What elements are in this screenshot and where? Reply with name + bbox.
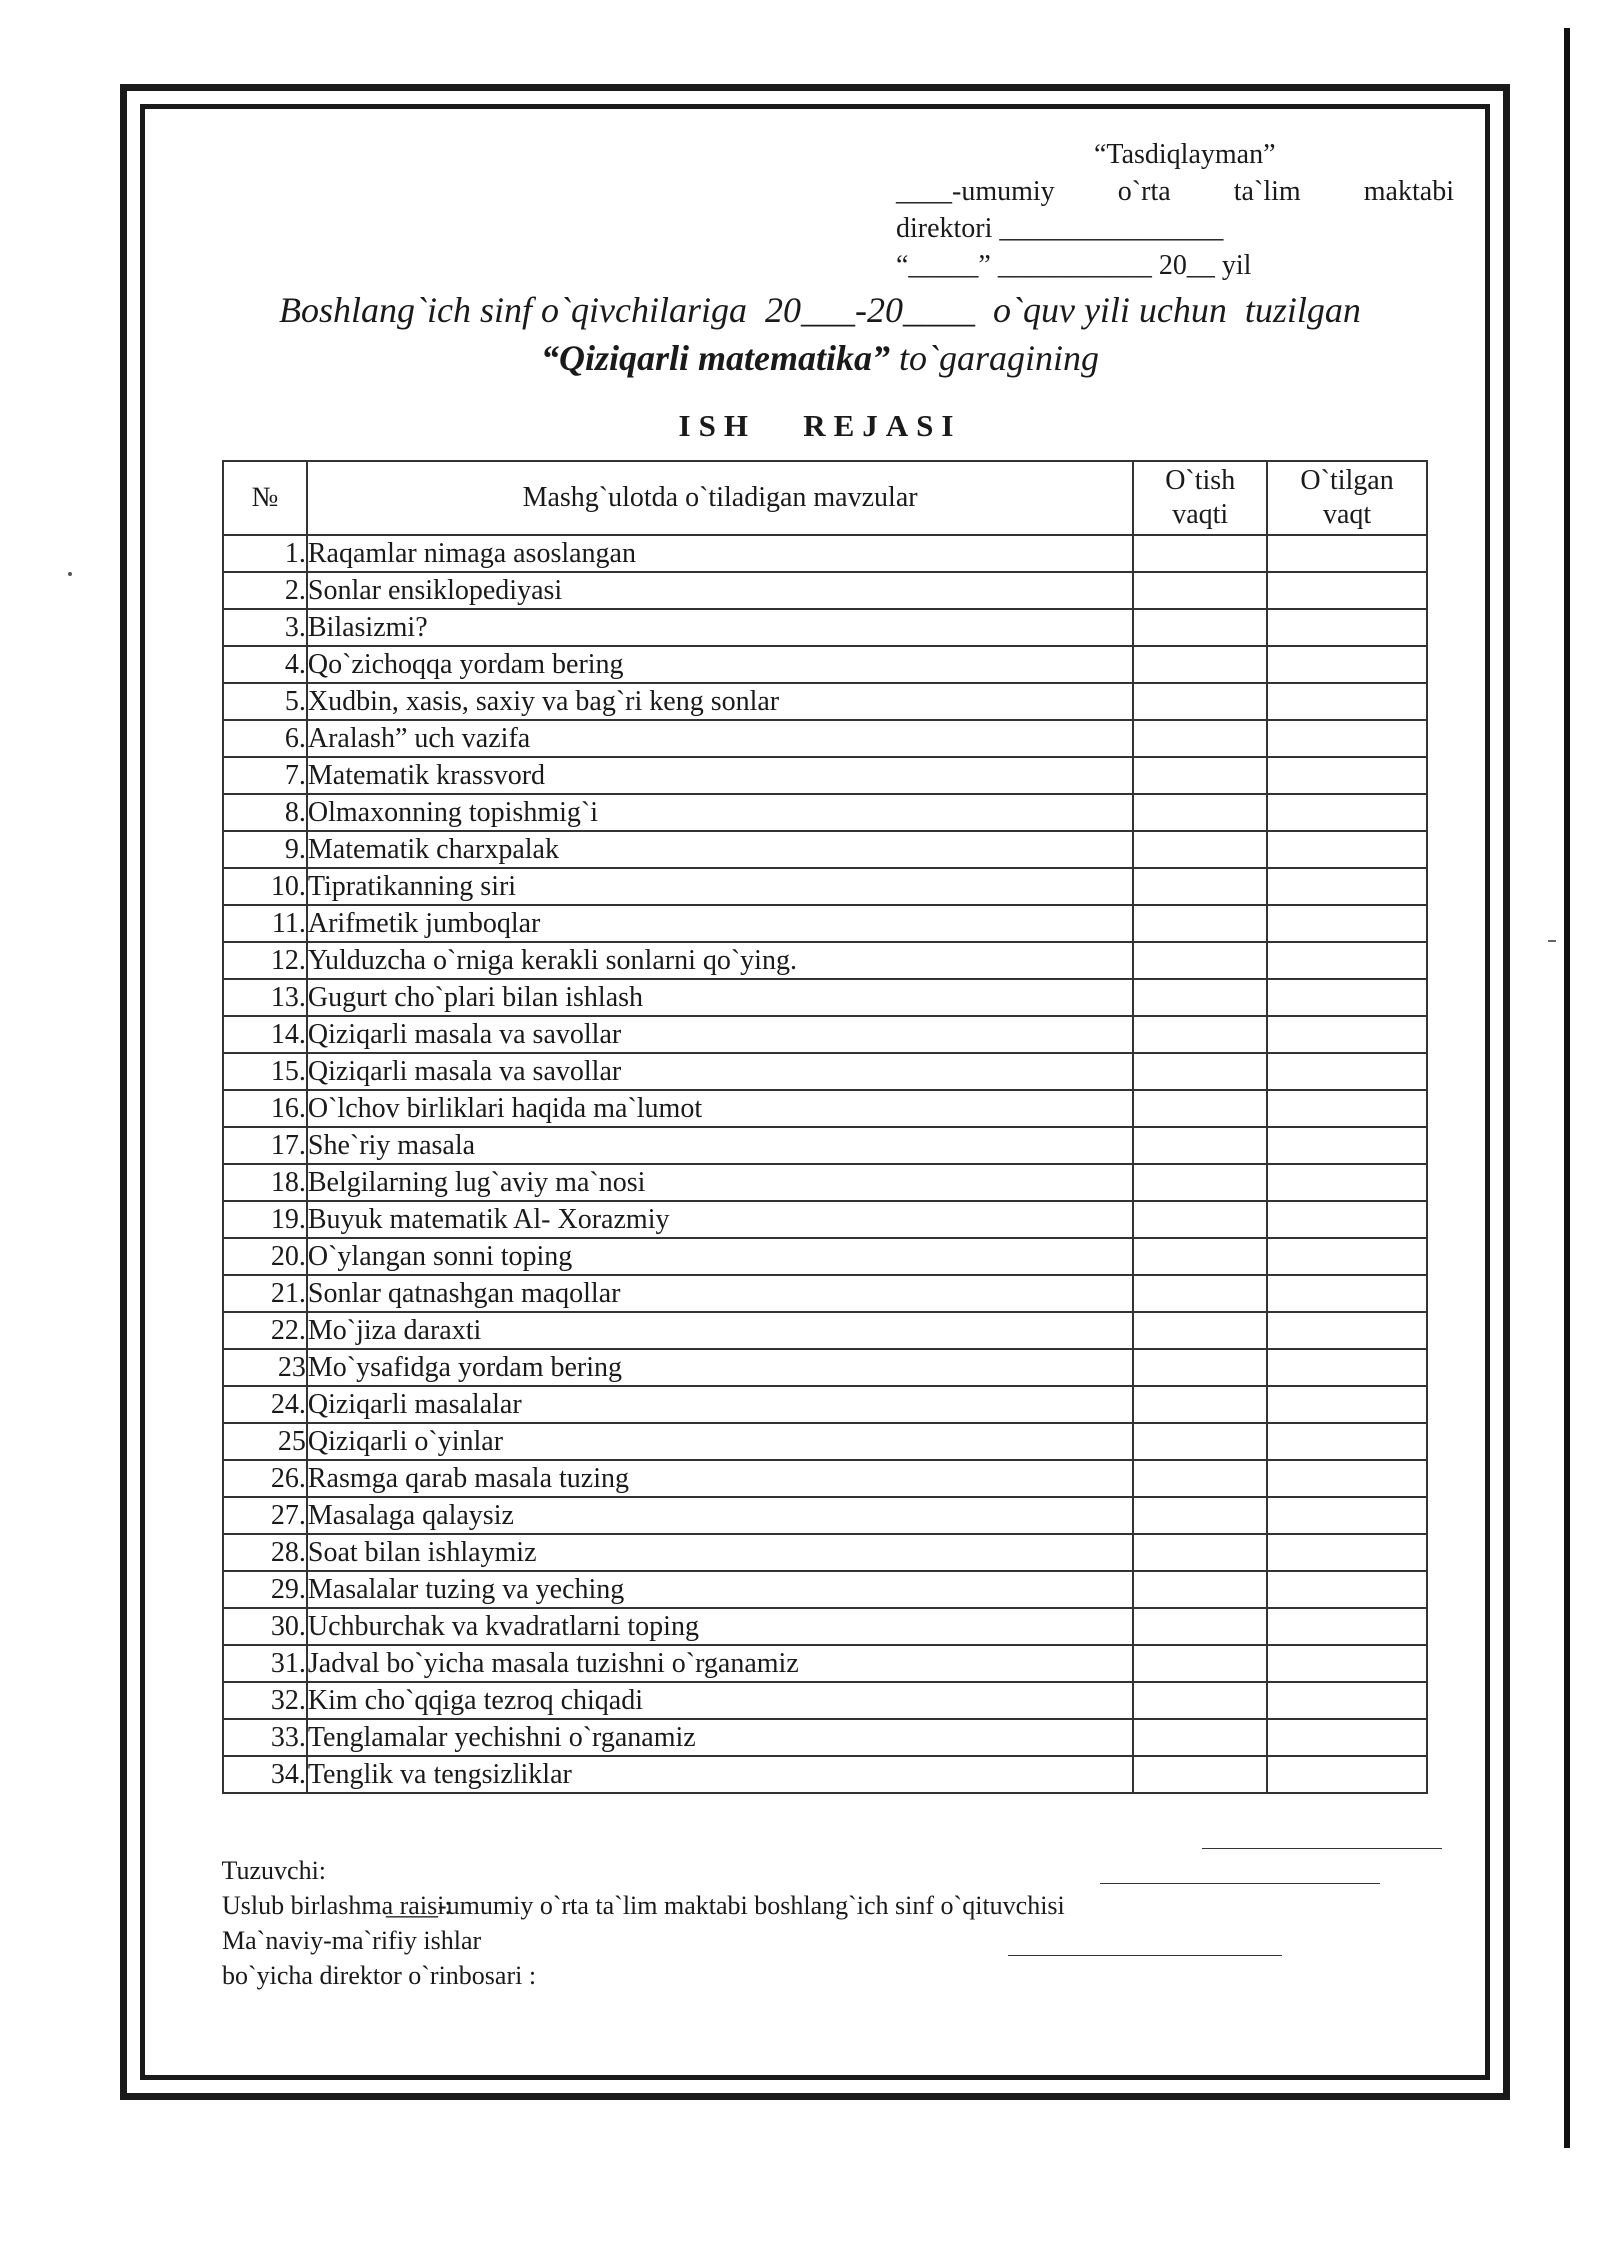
- row-completed-time: [1267, 1386, 1427, 1423]
- row-planned-time: [1133, 1238, 1267, 1275]
- approval-title: “Tasdiqlayman”: [1094, 139, 1276, 170]
- row-completed-time: [1267, 1460, 1427, 1497]
- row-completed-time: [1267, 942, 1427, 979]
- row-completed-time: [1267, 1016, 1427, 1053]
- row-topic: Qiziqarli masala va savollar: [307, 1053, 1133, 1090]
- row-topic: Tipratikanning siri: [307, 868, 1133, 905]
- row-completed-time: [1267, 1238, 1427, 1275]
- row-topic: Aralash” uch vazifa: [307, 720, 1133, 757]
- row-completed-time: [1267, 1534, 1427, 1571]
- row-topic: Belgilarning lug`aviy ma`nosi: [307, 1164, 1133, 1201]
- table-row: [223, 1312, 1427, 1349]
- row-completed-time: [1267, 1645, 1427, 1682]
- row-number: 25: [223, 1423, 307, 1460]
- table-row: [223, 1534, 1427, 1571]
- heading-line-2: [180, 334, 1460, 382]
- row-topic: Masalaga qalaysiz: [307, 1497, 1133, 1534]
- table-row: [223, 1127, 1427, 1164]
- row-planned-time: [1133, 609, 1267, 646]
- deputy-label-line-2: bo`yicha direktor o`rinbosari :: [222, 1961, 537, 1990]
- row-number: 9.: [223, 831, 307, 868]
- header-planned-time: [1133, 461, 1267, 535]
- row-planned-time: [1133, 1201, 1267, 1238]
- table-row: [223, 683, 1427, 720]
- scan-edge-bar: [1564, 28, 1570, 2148]
- approval-school-word: o`rta: [1117, 176, 1171, 207]
- row-topic: O`ylangan sonni toping: [307, 1238, 1133, 1275]
- row-completed-time: [1267, 1349, 1427, 1386]
- row-planned-time: [1133, 1275, 1267, 1312]
- row-planned-time: [1133, 1016, 1267, 1053]
- table-row: [223, 1571, 1427, 1608]
- table-row: [223, 1053, 1427, 1090]
- row-topic: Tenglik va tengsizliklar: [307, 1756, 1133, 1793]
- table-row: [223, 609, 1427, 646]
- row-topic: Sonlar ensiklopediyasi: [307, 572, 1133, 609]
- header-number: №: [223, 461, 307, 535]
- row-planned-time: [1133, 1534, 1267, 1571]
- table-row: [223, 1238, 1427, 1275]
- row-number: 26.: [223, 1460, 307, 1497]
- deputy-row-2: [196, 1923, 1446, 1990]
- row-number: 28.: [223, 1534, 307, 1571]
- row-completed-time: [1267, 905, 1427, 942]
- row-topic: Mo`ysafidga yordam bering: [307, 1349, 1133, 1386]
- scan-speck: [68, 572, 72, 576]
- row-topic: Arifmetik jumboqlar: [307, 905, 1133, 942]
- table-row: [223, 905, 1427, 942]
- row-planned-time: [1133, 572, 1267, 609]
- row-number: 23: [223, 1349, 307, 1386]
- row-planned-time: [1133, 1608, 1267, 1645]
- row-number: 1.: [223, 535, 307, 572]
- approval-school-word: maktabi: [1363, 176, 1454, 207]
- row-topic: Raqamlar nimaga asoslangan: [307, 535, 1133, 572]
- heading-line-1: Boshlang`ich sinf o`qivchilariga 20___-20____ o`quv yili uchun tuzilgan: [279, 290, 1361, 330]
- row-planned-time: [1133, 794, 1267, 831]
- row-planned-time: [1133, 757, 1267, 794]
- row-planned-time: [1133, 979, 1267, 1016]
- row-topic: Qiziqarli masala va savollar: [307, 1016, 1133, 1053]
- row-topic: Bilasizmi?: [307, 609, 1133, 646]
- row-planned-time: [1133, 1312, 1267, 1349]
- table-row: [223, 979, 1427, 1016]
- row-completed-time: [1267, 831, 1427, 868]
- row-topic: Kim cho`qqiga tezroq chiqadi: [307, 1682, 1133, 1719]
- row-planned-time: [1133, 1349, 1267, 1386]
- row-completed-time: [1267, 1682, 1427, 1719]
- row-number: 20.: [223, 1238, 307, 1275]
- table-row: [223, 1423, 1427, 1460]
- row-planned-time: [1133, 1460, 1267, 1497]
- row-completed-time: [1267, 1719, 1427, 1756]
- row-topic: Matematik krassvord: [307, 757, 1133, 794]
- row-completed-time: [1267, 720, 1427, 757]
- row-completed-time: [1267, 1312, 1427, 1349]
- row-planned-time: [1133, 1571, 1267, 1608]
- header-completed-time: [1267, 461, 1427, 535]
- row-planned-time: [1133, 1423, 1267, 1460]
- row-planned-time: [1133, 1386, 1267, 1423]
- row-number: 12.: [223, 942, 307, 979]
- row-planned-time: [1133, 1719, 1267, 1756]
- row-planned-time: [1133, 1127, 1267, 1164]
- table-row: [223, 1756, 1427, 1793]
- row-topic: Buyuk matematik Al- Xorazmiy: [307, 1201, 1133, 1238]
- table-row: [223, 942, 1427, 979]
- row-number: 17.: [223, 1127, 307, 1164]
- row-completed-time: [1267, 1127, 1427, 1164]
- row-completed-time: [1267, 979, 1427, 1016]
- row-completed-time: [1267, 1571, 1427, 1608]
- document-heading: [180, 286, 1460, 382]
- header-planned-time-line-2: vaqti: [1172, 499, 1229, 530]
- deputy-row-1: [196, 1888, 1446, 1955]
- approval-date-line: “_____” ___________ 20__ yil: [896, 250, 1252, 281]
- row-number: 34.: [223, 1756, 307, 1793]
- table-row: [223, 1349, 1427, 1386]
- row-topic: Xudbin, xasis, saxiy va bag`ri keng sonlar: [307, 683, 1133, 720]
- table-row: [223, 868, 1427, 905]
- table-row: [223, 720, 1427, 757]
- header-planned-time-line-1: O`tish: [1165, 465, 1236, 496]
- row-number: 16.: [223, 1090, 307, 1127]
- row-planned-time: [1133, 1497, 1267, 1534]
- row-planned-time: [1133, 868, 1267, 905]
- row-number: 30.: [223, 1608, 307, 1645]
- table-row: [223, 1497, 1427, 1534]
- table-header-row: [223, 461, 1427, 535]
- row-topic: Masalalar tuzing va yeching: [307, 1571, 1133, 1608]
- header-completed-time-line-2: vaqt: [1322, 499, 1372, 530]
- row-topic: Rasmga qarab masala tuzing: [307, 1460, 1133, 1497]
- row-planned-time: [1133, 646, 1267, 683]
- table-row: [223, 646, 1427, 683]
- row-topic: Sonlar qatnashgan maqollar: [307, 1275, 1133, 1312]
- table-row: [223, 1201, 1427, 1238]
- signatures-block: [196, 1818, 1446, 1990]
- row-number: 29.: [223, 1571, 307, 1608]
- row-planned-time: [1133, 1682, 1267, 1719]
- row-topic: She`riy masala: [307, 1127, 1133, 1164]
- row-completed-time: [1267, 1201, 1427, 1238]
- row-topic: Jadval bo`yicha masala tuzishni o`rganamiz: [307, 1645, 1133, 1682]
- row-completed-time: [1267, 1608, 1427, 1645]
- row-planned-time: [1133, 1053, 1267, 1090]
- row-number: 18.: [223, 1164, 307, 1201]
- association-label: Uslub birlashma raisi:: [222, 1891, 452, 1920]
- row-topic: Qo`zichoqqa yordam bering: [307, 646, 1133, 683]
- row-number: 14.: [223, 1016, 307, 1053]
- row-completed-time: [1267, 1423, 1427, 1460]
- row-completed-time: [1267, 535, 1427, 572]
- row-number: 33.: [223, 1719, 307, 1756]
- row-number: 24.: [223, 1386, 307, 1423]
- table-row: [223, 831, 1427, 868]
- association-signature-line: [1100, 1883, 1380, 1884]
- row-number: 11.: [223, 905, 307, 942]
- row-topic: Matematik charxpalak: [307, 831, 1133, 868]
- table-row: [223, 757, 1427, 794]
- table-row: [223, 1460, 1427, 1497]
- approval-school-word: ta`lim: [1233, 176, 1301, 207]
- row-completed-time: [1267, 572, 1427, 609]
- table-row: [223, 1164, 1427, 1201]
- table-row: [223, 1090, 1427, 1127]
- table-row: [223, 1608, 1427, 1645]
- header-completed-time-line-1: O`tilgan: [1300, 465, 1394, 496]
- row-number: 31.: [223, 1645, 307, 1682]
- row-topic: Olmaxonning topishmig`i: [307, 794, 1133, 831]
- compiler-signature-line: [1202, 1848, 1442, 1849]
- approval-block: [896, 136, 1456, 284]
- plan-title: ISH REJASI: [678, 408, 962, 443]
- approval-school-line: [896, 173, 1454, 210]
- row-completed-time: [1267, 757, 1427, 794]
- row-number: 13.: [223, 979, 307, 1016]
- row-number: 10.: [223, 868, 307, 905]
- row-planned-time: [1133, 942, 1267, 979]
- table-row: [223, 1386, 1427, 1423]
- row-topic: Tenglamalar yechishni o`rganamiz: [307, 1719, 1133, 1756]
- row-planned-time: [1133, 1090, 1267, 1127]
- table-row: [223, 1682, 1427, 1719]
- approval-school-word: ____-umumiy: [896, 176, 1055, 207]
- row-completed-time: [1267, 609, 1427, 646]
- row-planned-time: [1133, 535, 1267, 572]
- row-planned-time: [1133, 831, 1267, 868]
- row-number: 19.: [223, 1201, 307, 1238]
- row-completed-time: [1267, 1053, 1427, 1090]
- header-topic: Mashg`ulotda o`tiladigan mavzular: [307, 461, 1133, 535]
- scan-mark: [1548, 940, 1556, 942]
- row-planned-time: [1133, 1756, 1267, 1793]
- heading-line-2-rest: to`garagining: [890, 338, 1100, 378]
- table-body: [223, 535, 1427, 1793]
- club-name: “Qiziqarli matematika”: [540, 338, 890, 378]
- row-number: 5.: [223, 683, 307, 720]
- row-topic: Qiziqarli masalalar: [307, 1386, 1133, 1423]
- row-topic: Qiziqarli o`yinlar: [307, 1423, 1133, 1460]
- row-completed-time: [1267, 1756, 1427, 1793]
- row-completed-time: [1267, 794, 1427, 831]
- table-row: [223, 794, 1427, 831]
- row-number: 32.: [223, 1682, 307, 1719]
- compiler-text: ____-umumiy o`rta ta`lim maktabi boshlang`ich sinf o`qituvchisi: [386, 1891, 1065, 1920]
- approval-director-line: direktori ________________: [896, 213, 1224, 244]
- table-row: [223, 1719, 1427, 1756]
- table-row: [223, 1016, 1427, 1053]
- table-row: [223, 1645, 1427, 1682]
- row-number: 7.: [223, 757, 307, 794]
- row-number: 6.: [223, 720, 307, 757]
- row-completed-time: [1267, 683, 1427, 720]
- row-number: 15.: [223, 1053, 307, 1090]
- table-row: [223, 535, 1427, 572]
- work-plan-table: [222, 460, 1428, 1794]
- row-topic: Gugurt cho`plari bilan ishlash: [307, 979, 1133, 1016]
- row-number: 22.: [223, 1312, 307, 1349]
- row-number: 27.: [223, 1497, 307, 1534]
- table-row: [223, 1275, 1427, 1312]
- row-planned-time: [1133, 683, 1267, 720]
- row-completed-time: [1267, 868, 1427, 905]
- row-topic: Uchburchak va kvadratlarni toping: [307, 1608, 1133, 1645]
- row-completed-time: [1267, 1275, 1427, 1312]
- row-number: 2.: [223, 572, 307, 609]
- row-planned-time: [1133, 1645, 1267, 1682]
- row-completed-time: [1267, 1090, 1427, 1127]
- row-topic: Soat bilan ishlaymiz: [307, 1534, 1133, 1571]
- row-topic: Yulduzcha o`rniga kerakli sonlarni qo`ying.: [307, 942, 1133, 979]
- row-number: 21.: [223, 1275, 307, 1312]
- row-topic: O`lchov birliklari haqida ma`lumot: [307, 1090, 1133, 1127]
- row-topic: Mo`jiza daraxti: [307, 1312, 1133, 1349]
- row-planned-time: [1133, 720, 1267, 757]
- compiler-label: Tuzuvchi:: [221, 1856, 327, 1885]
- row-completed-time: [1267, 1497, 1427, 1534]
- row-number: 4.: [223, 646, 307, 683]
- row-planned-time: [1133, 905, 1267, 942]
- row-number: 3.: [223, 609, 307, 646]
- row-planned-time: [1133, 1164, 1267, 1201]
- deputy-signature-line: [1008, 1955, 1282, 1956]
- row-completed-time: [1267, 1164, 1427, 1201]
- deputy-label-line-1: Ma`naviy-ma`rifiy ishlar: [222, 1926, 482, 1955]
- table-row: [223, 572, 1427, 609]
- row-number: 8.: [223, 794, 307, 831]
- row-completed-time: [1267, 646, 1427, 683]
